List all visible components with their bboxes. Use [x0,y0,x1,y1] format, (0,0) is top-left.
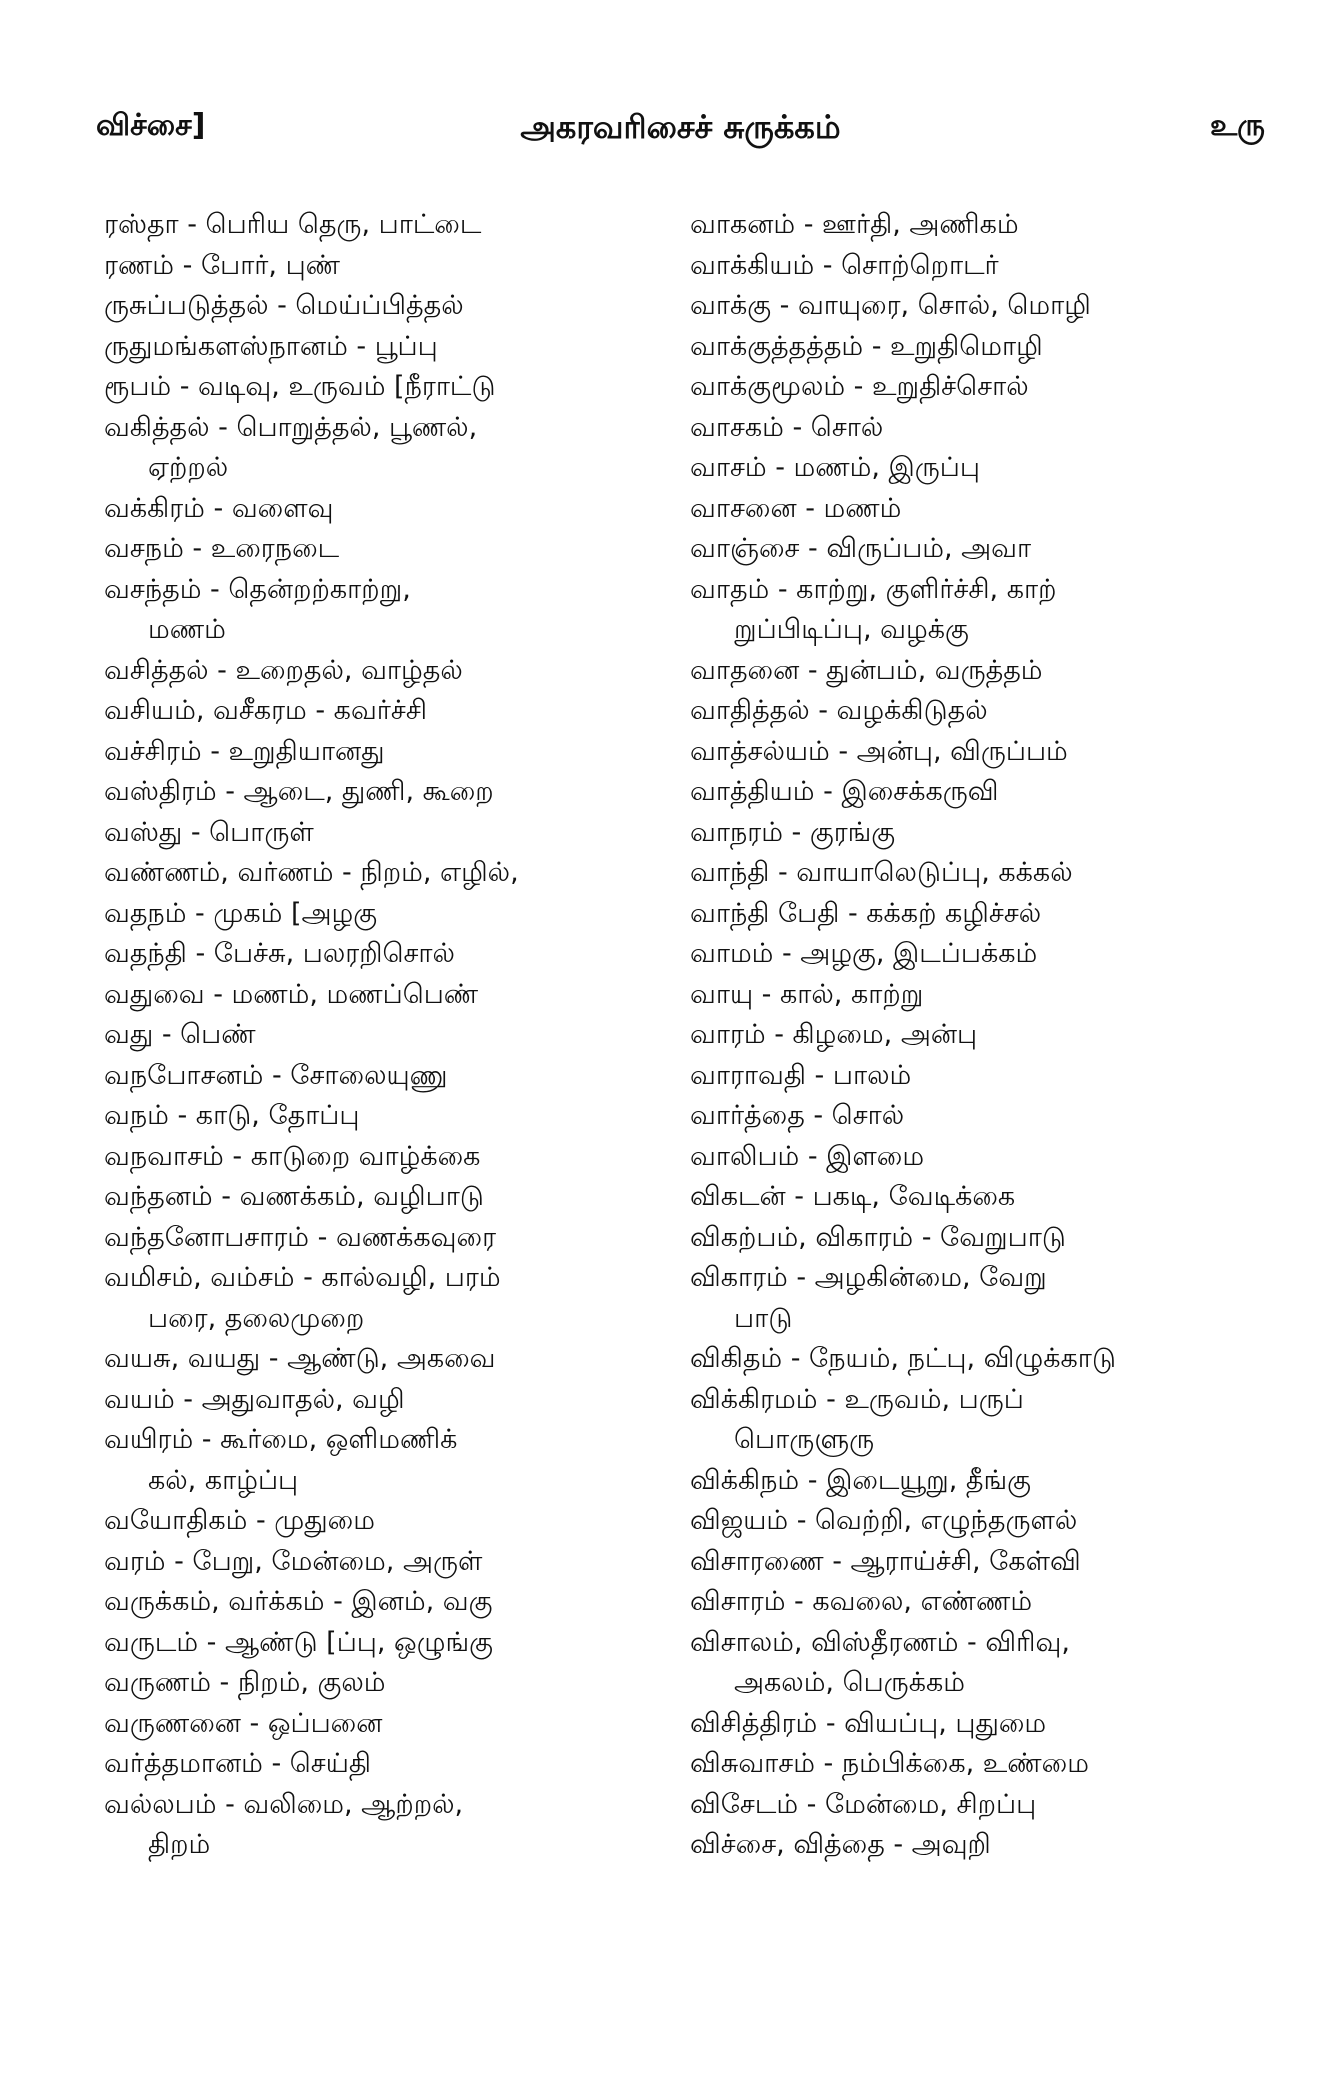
dictionary-entry: விசாரணை - ஆராய்ச்சி, கேள்வி [690,1545,1081,1577]
entry-continuation: பாடு [734,1302,793,1334]
entry-continuation: அகலம், பெருக்கம் [734,1667,965,1698]
dictionary-entry: வதந்தி - பேச்சு, பலரறிசொல் [104,938,455,969]
dictionary-entry: வாகனம் - ஊர்தி, அணிகம் [690,209,1019,240]
right-column [690,205,1270,1866]
dictionary-entry: வண்ணம், வர்ணம் - நிறம், எழில், [104,857,519,888]
dictionary-entry: வருக்கம், வர்க்கம் - இனம், வகு [104,1586,493,1617]
dictionary-entry: வயசு, வயது - ஆண்டு, அகவை [104,1343,496,1374]
left-column [104,205,664,1866]
entry-continuation: கல், காழ்ப்பு [148,1464,299,1496]
dictionary-entry: வாதம் - காற்று, குளிர்ச்சி, காற் [690,573,1057,605]
dictionary-entry: வமிசம், வம்சம் - கால்வழி, பரம் [104,1262,501,1293]
dictionary-entry: விசாலம், விஸ்தீரணம் - விரிவு, [690,1626,1070,1658]
dictionary-entry: வாசனை - மணம் [690,492,902,524]
dictionary-entry: ருசுப்படுத்தல் - மெய்ப்பித்தல் [104,290,464,321]
entry-continuation: மணம் [148,614,226,645]
dictionary-entry: வது - பெண் [104,1019,256,1050]
dictionary-entry: வாரம் - கிழமை, அன்பு [690,1019,978,1050]
dictionary-entry: வருணம் - நிறம், குலம் [104,1667,386,1698]
dictionary-entry: வாஞ்சை - விருப்பம், அவா [690,533,1032,564]
dictionary-entry: வருடம் - ஆண்டு [ப்பு, ஒழுங்கு [104,1626,494,1658]
dictionary-entry: விக்கிநம் - இடையூறு, தீங்கு [690,1464,1031,1496]
dictionary-entry: வதுவை - மணம், மணப்பெண் [104,978,479,1010]
dictionary-entry: வதநம் - முகம் [அழகு [104,897,378,929]
dictionary-entry: வாந்தி பேதி - கக்கற் கழிச்சல் [690,897,1042,929]
dictionary-entry: விகாரம் - அழகின்மை, வேறு [690,1262,1047,1293]
dictionary-entry: வாந்தி - வாயாலெடுப்பு, கக்கல் [690,857,1073,888]
dictionary-entry: ரணம் - போர், புண் [104,249,341,281]
dictionary-entry: வயிரம் - கூர்மை, ஒளிமணிக் [104,1424,458,1455]
dictionary-entry: ரூபம் - வடிவு, உருவம் [நீராட்டு [104,371,496,402]
dictionary-entry: வாக்கியம் - சொற்றொடர் [690,249,999,281]
dictionary-entry: வநம் - காடு, தோப்பு [104,1100,360,1131]
page-title: அகரவரிசைச் சுருக்கம் [520,108,841,146]
dictionary-entry: வந்தனம் - வணக்கம், வழிபாடு [104,1181,484,1212]
entry-continuation: பொருளுரு [734,1424,875,1455]
dictionary-entry: வார்த்தை - சொல் [690,1100,905,1131]
dictionary-entry: வரம் - பேறு, மேன்மை, அருள் [104,1545,483,1577]
dictionary-entry: வஸ்திரம் - ஆடை, துணி, கூறை [104,776,494,807]
dictionary-entry: வாத்சல்யம் - அன்பு, விருப்பம் [690,735,1068,767]
dictionary-entry: விகிதம் - நேயம், நட்பு, விழுக்காடு [690,1343,1116,1374]
dictionary-entry: வாசகம் - சொல் [690,411,884,443]
header-guide-word: விச்சை] [96,108,206,143]
dictionary-entry: ருதுமங்களஸ்நானம் - பூப்பு [104,330,438,362]
dictionary-entry: வந்தனோபசாரம் - வணக்கவுரை [104,1221,497,1253]
dictionary-entry: வர்த்தமானம் - செய்தி [104,1748,372,1779]
entry-continuation: ஏற்றல் [148,452,229,483]
dictionary-entry: வஸ்து - பொருள் [104,816,314,848]
page-number: உரு [1209,108,1265,143]
dictionary-entry: வசியம், வசீகரம - கவர்ச்சி [104,695,427,726]
dictionary-entry: வக்கிரம் - வளைவு [104,492,334,524]
dictionary-entry: விச்சை, வித்தை - அவுறி [690,1829,991,1860]
dictionary-entry: வாக்குமூலம் - உறுதிச்சொல் [690,371,1029,402]
dictionary-entry: வாராவதி - பாலம் [690,1059,912,1091]
dictionary-entry: வருணனை - ஒப்பனை [104,1707,383,1739]
dictionary-entry: விகற்பம், விகாரம் - வேறுபாடு [690,1221,1066,1253]
dictionary-entry: வசந்தம் - தென்றற்காற்று, [104,573,411,605]
dictionary-entry: விகடன் - பகடி, வேடிக்கை [690,1181,1016,1212]
entry-continuation: றுப்பிடிப்பு, வழக்கு [734,614,969,645]
dictionary-entry: வாத்தியம் - இசைக்கருவி [690,776,999,807]
entry-continuation: பரை, தலைமுறை [148,1302,365,1334]
dictionary-entry: வாநரம் - குரங்கு [690,816,896,848]
dictionary-entry: வாக்கு - வாயுரை, சொல், மொழி [690,290,1091,321]
dictionary-entry: வசநம் - உரைநடை [104,533,340,564]
page-header [96,108,1265,158]
dictionary-entry: வயம் - அதுவாதல், வழி [104,1383,405,1415]
entry-continuation: திறம் [148,1829,211,1860]
dictionary-entry: வாலிபம் - இளமை [690,1140,925,1172]
dictionary-entry: ரஸ்தா - பெரிய தெரு, பாட்டை [104,209,482,240]
dictionary-entry: வாதித்தல் - வழக்கிடுதல் [690,695,988,726]
dictionary-entry: வகித்தல் - பொறுத்தல், பூணல், [104,411,478,443]
dictionary-entry: விசேடம் - மேன்மை, சிறப்பு [690,1788,1037,1820]
dictionary-entry: வாமம் - அழகு, இடப்பக்கம் [690,938,1038,969]
dictionary-entry: வயோதிகம் - முதுமை [104,1505,375,1536]
dictionary-entry: வல்லபம் - வலிமை, ஆற்றல், [104,1788,464,1820]
dictionary-entry: விஜயம் - வெற்றி, எழுந்தருளல் [690,1505,1078,1536]
dictionary-entry: வச்சிரம் - உறுதியானது [104,735,385,767]
dictionary-entry: விசுவாசம் - நம்பிக்கை, உண்மை [690,1748,1089,1779]
dictionary-entry: வாசம் - மணம், இருப்பு [690,452,980,483]
dictionary-entry: விக்கிரமம் - உருவம், பருப் [690,1383,1024,1415]
dictionary-entry: வநபோசனம் - சோலையுணு [104,1059,448,1091]
dictionary-entry: வநவாசம் - காடுறை வாழ்க்கை [104,1140,481,1172]
dictionary-entry: விசாரம் - கவலை, எண்ணம் [690,1586,1033,1617]
dictionary-entry: வாக்குத்தத்தம் - உறுதிமொழி [690,330,1043,362]
dictionary-entry: வசித்தல் - உறைதல், வாழ்தல் [104,654,463,686]
dictionary-entry: விசித்திரம் - வியப்பு, புதுமை [690,1707,1047,1739]
dictionary-entry: வாதனை - துன்பம், வருத்தம் [690,654,1043,686]
dictionary-entry: வாயு - கால், காற்று [690,978,924,1010]
